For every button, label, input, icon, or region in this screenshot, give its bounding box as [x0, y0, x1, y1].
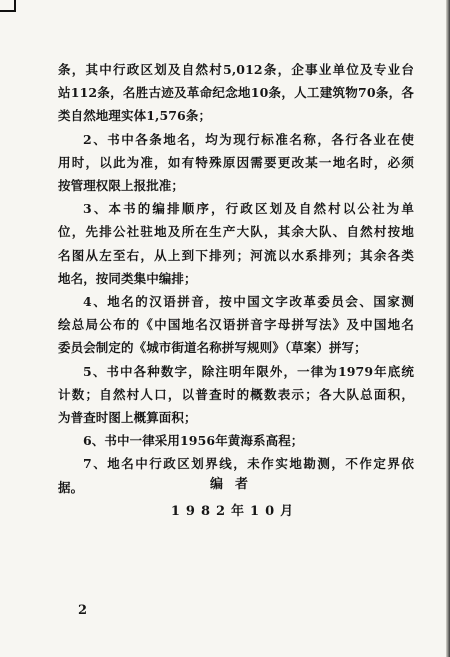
paragraph-4	[58, 290, 414, 360]
text-line: 4、地名的汉语拼音，按中国文字改革委员会、国家测	[83, 294, 414, 310]
paragraph-1-continued	[58, 58, 414, 128]
page-edge-shadow	[446, 0, 450, 657]
text-line: 2、书中各条地名，均为现行标准名称，各行各业在使	[83, 131, 414, 147]
paragraph-5	[58, 360, 414, 430]
text-line: 计数；自然村人口，以普查时的概数表示；各大队总面积，	[58, 386, 414, 402]
text-line: 为普查时图上概算面积；	[58, 410, 197, 426]
text-line: 用时，以此为准，如有特殊原因需要更改某一地名时，必须	[58, 154, 414, 170]
signature-date: 1982年10月	[170, 504, 300, 519]
text-line: 据。	[58, 479, 84, 495]
text-line: 站112条，名胜古迹及革命纪念地10条，人工建筑物70条，各	[58, 85, 414, 101]
text-line: 位，先排公社驻地及所在生产大队，其余大队、自然村按地	[58, 224, 414, 240]
text-line: 类自然地理实体1,576条；	[58, 108, 212, 124]
text-line: 5、书中各种数字，除注明年限外，一律为1979年底统	[83, 363, 414, 379]
body-text	[58, 58, 414, 499]
corner-crop-mark	[0, 0, 16, 12]
text-line: 3、本书的编排顺序，行政区划及自然村以公社为单	[83, 201, 414, 217]
text-line: 7、地名中行政区划界线，未作实地勘测，不作定界依	[83, 456, 414, 472]
text-line: 6、书中一律采用1956年黄海系高程；	[83, 433, 304, 449]
text-line: 名图从左至右，从上到下排列；河流以水系排列；其余各类	[58, 247, 414, 263]
paragraph-3	[58, 197, 414, 290]
paragraph-2	[58, 128, 414, 198]
text-line: 绘总局公布的《中国地名汉语拼音字母拼写法》及中国地名	[58, 317, 414, 333]
text-line: 委员会制定的《城市街道名称拼写规则》（草案）拼写；	[58, 340, 367, 356]
text-line: 条，其中行政区划及自然村5,012条，企事业单位及专业台	[58, 62, 414, 77]
text-line: 地名，按同类集中编排；	[58, 270, 197, 286]
paragraph-6	[58, 429, 414, 452]
editor-signature: 编者	[209, 477, 260, 492]
text-line: 按管理权限上报批准；	[58, 178, 185, 194]
page-number: 2	[78, 603, 88, 618]
